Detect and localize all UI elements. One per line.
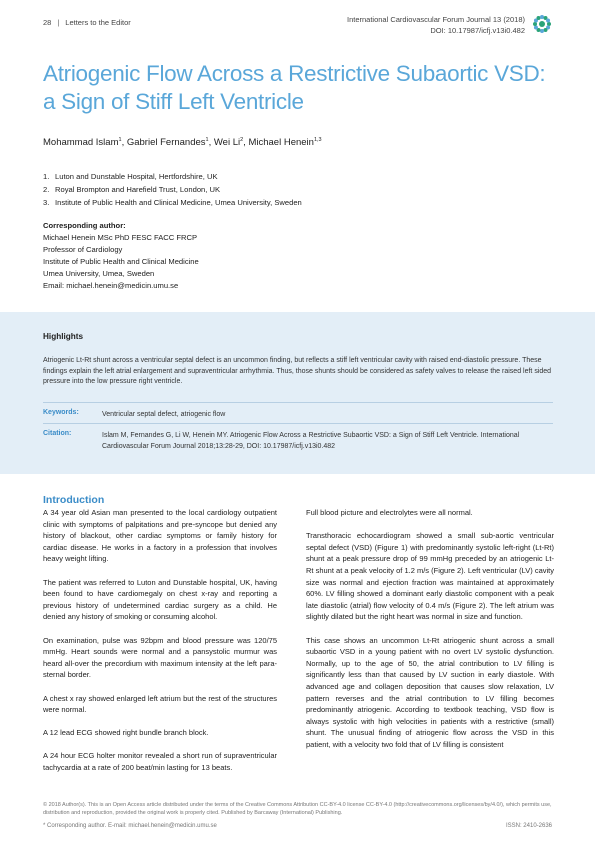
- body-column-right: [306, 507, 554, 750]
- keywords-divider: [43, 402, 553, 403]
- doi-link[interactable]: DOI: 10.17987/icfj.v13i0.482: [430, 26, 525, 35]
- author-affil-mark: 1,3: [313, 137, 322, 143]
- affiliation-list: [43, 170, 302, 209]
- body-column-left: [43, 507, 277, 785]
- logo-dot: [533, 22, 537, 26]
- paragraph: A 34 year old Asian man presented to the local cardiology outpatient clinic with symptoms of palpitations and pre-syncope but denied any history of blackout, other cardiac symptoms or family history for cardiac disease. He works in a factory in a profession that involves heavy weight lifting.: [43, 508, 277, 564]
- corresponding-footnote: * Corresponding author. E-mail: michael.henein@medicin.umu.se: [43, 823, 217, 829]
- logo-dot: [537, 16, 541, 20]
- paragraph: A chest x ray showed enlarged left atrium but the rest of the structures were normal.: [43, 693, 277, 715]
- corresponding-line: Institute of Public Health and Clinical Medicine: [43, 257, 199, 266]
- license-notice: © 2018 Author(s). This is an Open Access article distributed under the terms of the Creative Commons Attribution CC-BY-4.0 license CC-BY-4.0 (http://creativecommons.org/licenses/by/4.0/), which permits use, distribution and reproduction, provided the original work is properly cited. Published by Barcaway (International) Publishing.: [43, 802, 552, 816]
- introduction-heading: Introduction: [43, 494, 105, 506]
- paragraph: A 12 lead ECG showed right bundle branch block.: [43, 728, 209, 738]
- citation-label: Citation:: [43, 430, 72, 437]
- affiliation-item: 1. Luton and Dunstable Hospital, Hertfordshire, UK: [43, 172, 218, 181]
- journal-name: International Cardiovascular Forum Journal 13 (2018): [346, 15, 525, 24]
- article-title: Atriogenic Flow Across a Restrictive Subaortic VSD: a Sign of Stiff Left Ventricle: [43, 61, 546, 114]
- logo-dot: [540, 15, 544, 19]
- highlights-text: Atriogenic Lt-Rt shunt across a ventricular septal defect is an uncommon finding, but reflects a stiff left ventricular cavity with raised end-diastolic pressure. These findings explain the left atrial enlargement and supraventricular arrhythmia. Thus, those shunts should be considered as safety valves to release the raised left sided pressure into the low pressure right ventricle.: [43, 357, 552, 386]
- author-affil-mark: 1: [118, 137, 122, 143]
- affiliation-item: 3. Institute of Public Health and Clinical Medicine, Umea University, Sweden: [43, 198, 302, 207]
- corresponding-label: Corresponding author:: [43, 221, 126, 230]
- author-affil-mark: 1: [205, 137, 209, 143]
- paragraph: Full blood picture and electrolytes were all normal.: [306, 508, 473, 517]
- logo-dot: [540, 29, 544, 33]
- journal-info: [347, 14, 525, 36]
- logo-dot: [546, 19, 550, 23]
- author-name: Wei Li: [213, 137, 241, 149]
- logo-dot: [534, 26, 538, 30]
- citation-divider: [43, 423, 553, 424]
- paragraph: A 24 hour ECG holter monitor revealed a short run of supraventricular tachycardia at a rate of 200 beat/min lasting for 13 beats.: [43, 751, 277, 773]
- author-list: Mohammad Islam$^1$, Gabriel Fernandes$^1$, Wei Li$^2$, Michael Henein$^{1,3}$: [43, 137, 322, 149]
- affiliation-item: 2. Royal Brompton and Harefield Trust, London, UK: [43, 185, 221, 194]
- author-name: Gabriel Fernandes: [126, 137, 206, 149]
- header-divider: |: [57, 18, 60, 27]
- journal-logo-icon: [532, 14, 552, 34]
- author-affil-mark: 2: [240, 137, 244, 143]
- logo-dot: [544, 28, 548, 32]
- logo-center: [539, 21, 545, 27]
- keywords-label: Keywords:: [43, 409, 79, 416]
- section-name: Letters to the Editor: [65, 18, 131, 27]
- corresponding-email[interactable]: Email: michael.henein@medicin.umu.se: [43, 281, 179, 290]
- corresponding-line: Umea University, Umea, Sweden: [43, 269, 155, 278]
- corresponding-author-block: [43, 220, 199, 292]
- keywords-value: Ventricular septal defect, atriogenic flow: [102, 411, 226, 418]
- author-name: Michael Henein: [248, 137, 314, 149]
- highlights-heading: Highlights: [43, 332, 84, 341]
- corresponding-line: Professor of Cardiology: [43, 245, 123, 254]
- page-number: 28: [43, 18, 52, 27]
- paragraph: On examination, pulse was 92bpm and blood pressure was 120/75 mmHg. Heart sounds were normal and a pansystolic murmur was heard all-over the precordium with maximum intensity at the left para-sternal border.: [43, 635, 277, 680]
- paragraph: Transthoracic echocardiogram showed a small sub-aortic ventricular septal defect (VSD) (Figure 1) with predominantly systolic left-right (Lt-Rt) shunt at a peak pressure drop of 99 mmHg preceded by an atriogenic Lt-Rt shunt at a peak velocity of 1.2 m/s (Figure 2). Left ventricular (LV) cavity size was normal and ejection fraction was maintained at approximately 60%. LV filling showed a dominant early diastolic component with a peak late diastolic (atrial) flow velocity of 0.4 m/s (Figure 2). The left atrium was slightly dilated but the right heart was normal in size and function.: [306, 531, 554, 622]
- author-name: Mohammad Islam: [43, 137, 119, 149]
- corresponding-line: Michael Henein MSc PhD FESC FACC FRCP: [43, 233, 198, 242]
- running-header: [43, 18, 131, 27]
- issn-number: ISSN: 2410-2636: [505, 823, 552, 829]
- paragraph: This case shows an uncommon Lt-Rt atriogenic shunt across a small subaortic VSD in a young patient with no overt LV systolic dysfunction. Normally, up to the age of 50, the atrial contribution to LV filling is significantly less than that caused by LV suction in early diastole. With advanced age and collagen deposition that causes slow relaxation, LV pattern reverses and the atrial contribution to LV filling becomes predominantly atriogenic. According to textbook teaching, VSD flow is always systolic with high velocities in patients with a restrictive (small) shunt. The unusual finding of atriogenic flow across the VSD in this patient, with a velocity two fold that of LV filling is consistent: [306, 635, 554, 749]
- logo-dot: [547, 22, 551, 26]
- paragraph: The patient was referred to Luton and Dunstable hospital, UK, having been found to have cardiomegaly on chest x-ray and reporting a previous history of undetermined cardiac surgery as a child. He denied any history of smoking or consuming alcohol.: [43, 577, 277, 622]
- citation-value: Islam M, Fernandes G, Li W, Henein MY. Atriogenic Flow Across a Restrictive Subaortic VSD: a Sign of Stiff Left Ventricle. International Cardiovascular Forum Journal 2018;13:28-29, DOI: 10.17987/icfj.v13i0.482: [102, 432, 520, 450]
